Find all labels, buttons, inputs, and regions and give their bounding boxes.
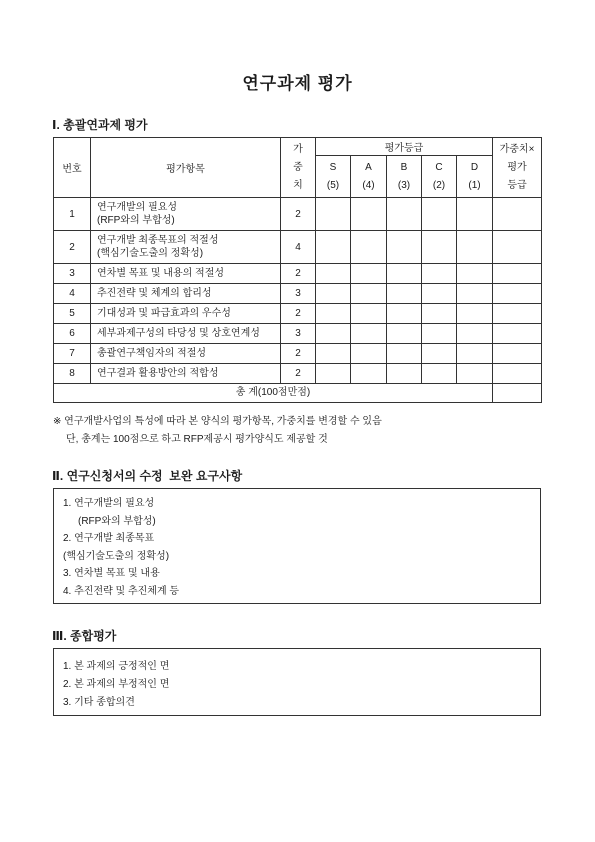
revision-line: (RFP와의 부합성) bbox=[78, 515, 156, 527]
grade-score: (3) bbox=[397, 179, 411, 191]
grade-cell-d bbox=[457, 364, 493, 384]
row-number-cell: 7 bbox=[54, 344, 91, 364]
grade-cell-d bbox=[457, 198, 493, 231]
grade-cell-s bbox=[316, 364, 351, 384]
header-grade-d bbox=[457, 156, 493, 198]
header-grade-group: 평가등급 bbox=[316, 138, 493, 156]
weighted-score-cell bbox=[493, 324, 542, 344]
row-number-cell: 6 bbox=[54, 324, 91, 344]
table-row bbox=[54, 364, 542, 384]
evaluation-item-line: 기대성과 및 파급효과의 우수성 bbox=[97, 308, 231, 319]
grade-score: (4) bbox=[362, 179, 375, 191]
weight-cell: 2 bbox=[281, 198, 316, 231]
weight-cell: 2 bbox=[281, 364, 316, 384]
section-3-heading: Ⅲ. 종합평가 bbox=[52, 629, 117, 643]
weight-cell: 4 bbox=[281, 231, 316, 264]
evaluation-item-cell bbox=[91, 324, 281, 344]
grade-cell-b bbox=[387, 231, 422, 264]
grade-cell-c bbox=[422, 324, 457, 344]
grade-cell-a bbox=[351, 364, 387, 384]
table-row bbox=[54, 284, 542, 304]
total-label: 총 계(100점만점) bbox=[54, 384, 493, 403]
evaluation-table bbox=[53, 137, 542, 403]
evaluation-item-line: 연구개발의 필요성 bbox=[97, 202, 178, 213]
grade-cell-b bbox=[387, 324, 422, 344]
table-row bbox=[54, 231, 542, 264]
weight-cell: 3 bbox=[281, 324, 316, 344]
weighted-score-cell bbox=[493, 198, 542, 231]
grade-cell-s bbox=[316, 344, 351, 364]
grade-cell-b bbox=[387, 284, 422, 304]
grade-score: (2) bbox=[432, 179, 446, 191]
grade-cell-d bbox=[457, 284, 493, 304]
row-number-cell: 5 bbox=[54, 304, 91, 324]
evaluation-item-cell bbox=[91, 198, 281, 231]
grade-cell-b bbox=[387, 264, 422, 284]
evaluation-item-cell bbox=[91, 284, 281, 304]
grade-score: (1) bbox=[468, 179, 481, 191]
section-1-heading: Ⅰ. 총괄연과제 평가 bbox=[52, 118, 148, 132]
grade-letter: D bbox=[470, 161, 479, 173]
grade-cell-b bbox=[387, 364, 422, 384]
revision-requests-box bbox=[53, 488, 541, 604]
table-row bbox=[54, 198, 542, 231]
grade-letter: A bbox=[365, 161, 372, 173]
grade-cell-c bbox=[422, 344, 457, 364]
grade-cell-c bbox=[422, 231, 457, 264]
revision-line: 2. 연구개발 최종목표 bbox=[63, 533, 155, 545]
grade-cell-d bbox=[457, 344, 493, 364]
weighted-score-cell bbox=[493, 364, 542, 384]
section-2-heading: Ⅱ. 연구신청서의 수정 보완 요구사항 bbox=[52, 469, 243, 483]
header-evaluation-item: 평가항목 bbox=[91, 138, 281, 198]
grade-letter: C bbox=[435, 161, 443, 173]
total-row bbox=[54, 384, 542, 403]
row-number-cell: 8 bbox=[54, 364, 91, 384]
row-number-cell: 3 bbox=[54, 264, 91, 284]
row-number-cell: 4 bbox=[54, 284, 91, 304]
header-weighted-score bbox=[493, 138, 542, 198]
evaluation-item-line: 연차별 목표 및 내용의 적절성 bbox=[97, 268, 225, 279]
evaluation-item-line: (핵심기술도출의 정확성) bbox=[97, 248, 204, 259]
revision-line: 4. 추진전략 및 추진체계 등 bbox=[63, 585, 180, 597]
grade-cell-a bbox=[351, 198, 387, 231]
grade-cell-c bbox=[422, 284, 457, 304]
table-row bbox=[54, 264, 542, 284]
evaluation-item-line: (RFP와의 부합성) bbox=[97, 215, 175, 226]
evaluation-item-line: 추진전략 및 체계의 합리성 bbox=[97, 288, 212, 299]
revision-line: 3. 연차별 목표 및 내용 bbox=[63, 568, 160, 580]
grade-score: (5) bbox=[326, 179, 340, 191]
grade-cell-b bbox=[387, 344, 422, 364]
evaluation-item-line: 연구결과 활용방안의 적합성 bbox=[97, 368, 219, 379]
grade-cell-c bbox=[422, 364, 457, 384]
header-weighted-line: 등급 bbox=[507, 179, 527, 191]
note-line: ※ 연구개발사업의 특성에 따라 본 양식의 평가항목, 가중치를 변경할 수 있음 bbox=[53, 416, 382, 427]
weight-cell: 2 bbox=[281, 304, 316, 324]
overall-evaluation-box bbox=[53, 648, 541, 716]
weighted-score-cell bbox=[493, 284, 542, 304]
header-grade-c bbox=[422, 156, 457, 198]
weighted-score-cell bbox=[493, 344, 542, 364]
notes bbox=[53, 413, 541, 449]
weighted-score-cell bbox=[493, 264, 542, 284]
weight-cell: 2 bbox=[281, 264, 316, 284]
evaluation-item-cell bbox=[91, 344, 281, 364]
overall-line: 1. 본 과제의 긍정적인 면 bbox=[63, 661, 170, 672]
header-weight-line: 중 bbox=[293, 161, 303, 173]
evaluation-item-cell bbox=[91, 231, 281, 264]
header-weight-line: 치 bbox=[293, 179, 303, 191]
header-grade-b bbox=[387, 156, 422, 198]
grade-cell-d bbox=[457, 324, 493, 344]
grade-cell-b bbox=[387, 198, 422, 231]
grade-cell-s bbox=[316, 264, 351, 284]
table-row bbox=[54, 344, 542, 364]
document-title: 연구과제 평가 bbox=[242, 74, 353, 93]
grade-letter: B bbox=[400, 161, 408, 173]
evaluation-item-cell bbox=[91, 304, 281, 324]
weight-cell: 3 bbox=[281, 284, 316, 304]
total-weighted-score-cell bbox=[493, 384, 542, 403]
grade-cell-a bbox=[351, 344, 387, 364]
table-body bbox=[54, 198, 542, 403]
header-grade-s bbox=[316, 156, 351, 198]
grade-cell-a bbox=[351, 324, 387, 344]
grade-cell-s bbox=[316, 284, 351, 304]
evaluation-item-line: 세부과제구성의 타당성 및 상호연계성 bbox=[97, 328, 260, 339]
weight-cell: 2 bbox=[281, 344, 316, 364]
overall-line: 2. 본 과제의 부정적인 면 bbox=[63, 679, 170, 690]
grade-cell-a bbox=[351, 284, 387, 304]
grade-cell-a bbox=[351, 231, 387, 264]
grade-letter: S bbox=[329, 161, 337, 173]
evaluation-item-line: 연구개발 최종목표의 적절성 bbox=[97, 235, 219, 246]
grade-cell-d bbox=[457, 264, 493, 284]
grade-cell-s bbox=[316, 324, 351, 344]
header-weight bbox=[281, 138, 316, 198]
overall-line: 3. 기타 종합의견 bbox=[63, 697, 135, 708]
revision-line: 1. 연구개발의 필요성 bbox=[63, 498, 155, 509]
header-weight-line: 가 bbox=[293, 143, 303, 155]
header-weighted-line: 평가 bbox=[507, 161, 527, 173]
note-line: 단, 총계는 100점으로 하고 RFP제공시 평가양식도 제공할 것 bbox=[66, 434, 328, 445]
header-grade-a bbox=[351, 156, 387, 198]
revision-line: (핵심기술도출의 정확성) bbox=[63, 550, 170, 562]
evaluation-item-cell bbox=[91, 364, 281, 384]
grade-cell-c bbox=[422, 198, 457, 231]
evaluation-item-line: 총괄연구책임자의 적절성 bbox=[97, 348, 207, 359]
grade-cell-c bbox=[422, 304, 457, 324]
grade-cell-d bbox=[457, 231, 493, 264]
grade-cell-a bbox=[351, 264, 387, 284]
weighted-score-cell bbox=[493, 231, 542, 264]
evaluation-item-cell bbox=[91, 264, 281, 284]
table-header-row bbox=[54, 138, 542, 156]
header-weighted-line: 가중치× bbox=[499, 143, 535, 155]
grade-cell-s bbox=[316, 198, 351, 231]
grade-cell-a bbox=[351, 304, 387, 324]
table-row bbox=[54, 304, 542, 324]
row-number-cell: 2 bbox=[54, 231, 91, 264]
grade-cell-s bbox=[316, 231, 351, 264]
table-row bbox=[54, 324, 542, 344]
weighted-score-cell bbox=[493, 304, 542, 324]
grade-cell-b bbox=[387, 304, 422, 324]
grade-cell-d bbox=[457, 304, 493, 324]
header-number: 번호 bbox=[54, 138, 91, 198]
row-number-cell: 1 bbox=[54, 198, 91, 231]
grade-cell-c bbox=[422, 264, 457, 284]
grade-cell-s bbox=[316, 304, 351, 324]
